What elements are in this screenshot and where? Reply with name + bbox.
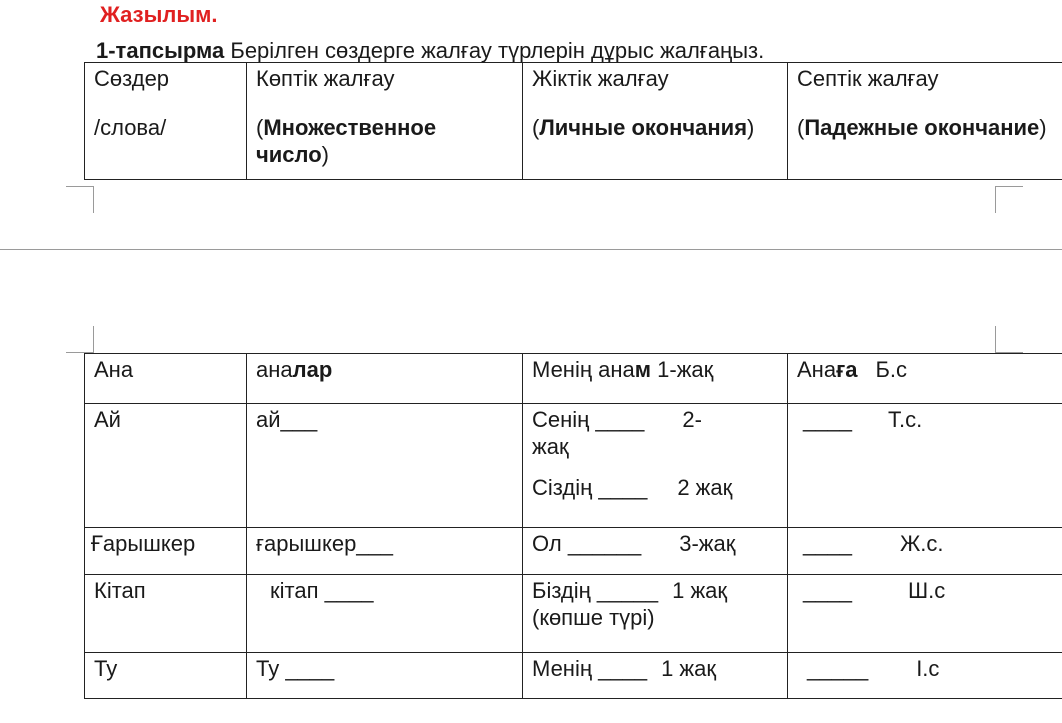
header-words-translation: /слова/ bbox=[94, 115, 167, 140]
header-plural-label: Көптік жалғау bbox=[256, 66, 395, 91]
header-personal-translation: (Личные окончания) bbox=[532, 115, 755, 140]
header-words bbox=[85, 63, 247, 180]
header-case bbox=[788, 63, 1062, 180]
page-break-line bbox=[0, 249, 1062, 250]
case-cell[interactable]: ____ Ж.с. bbox=[788, 528, 1062, 575]
page-corner-mark bbox=[995, 326, 996, 353]
case-cell[interactable]: _____ І.с bbox=[788, 653, 1062, 699]
word-cell: Ту bbox=[85, 653, 247, 699]
word-cell: Ғарышкер bbox=[85, 528, 247, 575]
word-cell: Ай bbox=[85, 404, 247, 528]
case-cell: Анаға Б.с bbox=[788, 354, 1062, 404]
personal-cell[interactable]: Сенің ____ 2- жақ Сіздің ____ 2 жақ bbox=[523, 404, 788, 528]
section-heading: Жазылым. bbox=[100, 2, 218, 27]
case-cell[interactable]: ____ Ш.с bbox=[788, 575, 1062, 653]
task-instruction bbox=[96, 38, 764, 64]
page-corner-mark bbox=[93, 186, 94, 213]
table-row bbox=[85, 404, 1062, 528]
personal-cell[interactable]: Ол ______ 3-жақ bbox=[523, 528, 788, 575]
word-cell: Ана bbox=[85, 354, 247, 404]
header-case-label: Септік жалғау bbox=[797, 66, 939, 91]
header-plural bbox=[247, 63, 523, 180]
table-row bbox=[85, 575, 1062, 653]
table-row bbox=[85, 354, 1062, 404]
header-case-translation: (Падежные окончание) bbox=[797, 115, 1047, 140]
task-number: 1-тапсырма bbox=[96, 38, 225, 63]
plural-cell: аналар bbox=[247, 354, 523, 404]
header-personal-label: Жіктік жалғау bbox=[532, 66, 669, 91]
plural-cell[interactable]: кітап ____ bbox=[247, 575, 523, 653]
task-text: Берілген сөздерге жалғау түрлерін дұрыс жалғаңыз. bbox=[224, 38, 765, 63]
word-cell: Кітап bbox=[85, 575, 247, 653]
page-corner-mark bbox=[995, 186, 996, 213]
case-cell[interactable]: ____ Т.с. bbox=[788, 404, 1062, 528]
plural-cell[interactable]: ғарышкер___ bbox=[247, 528, 523, 575]
header-personal bbox=[523, 63, 788, 180]
plural-cell[interactable]: ай___ bbox=[247, 404, 523, 528]
personal-cell: Менің анам 1-жақ bbox=[523, 354, 788, 404]
plural-cell[interactable]: Ту ____ bbox=[247, 653, 523, 699]
personal-cell[interactable]: Менің ____ 1 жақ bbox=[523, 653, 788, 699]
page-corner-mark bbox=[995, 186, 1023, 187]
table-row bbox=[85, 653, 1062, 699]
header-words-label: Сөздер bbox=[94, 66, 170, 91]
personal-cell[interactable]: Біздің _____ 1 жақ (көпше түрі) bbox=[523, 575, 788, 653]
header-plural-translation: (Множественное число) bbox=[256, 115, 437, 167]
table-row bbox=[85, 528, 1062, 575]
page-corner-mark bbox=[66, 186, 94, 187]
header-table bbox=[84, 62, 1062, 180]
page-corner-mark bbox=[93, 326, 94, 353]
header-row bbox=[85, 63, 1062, 180]
exercise-table bbox=[84, 353, 1062, 699]
